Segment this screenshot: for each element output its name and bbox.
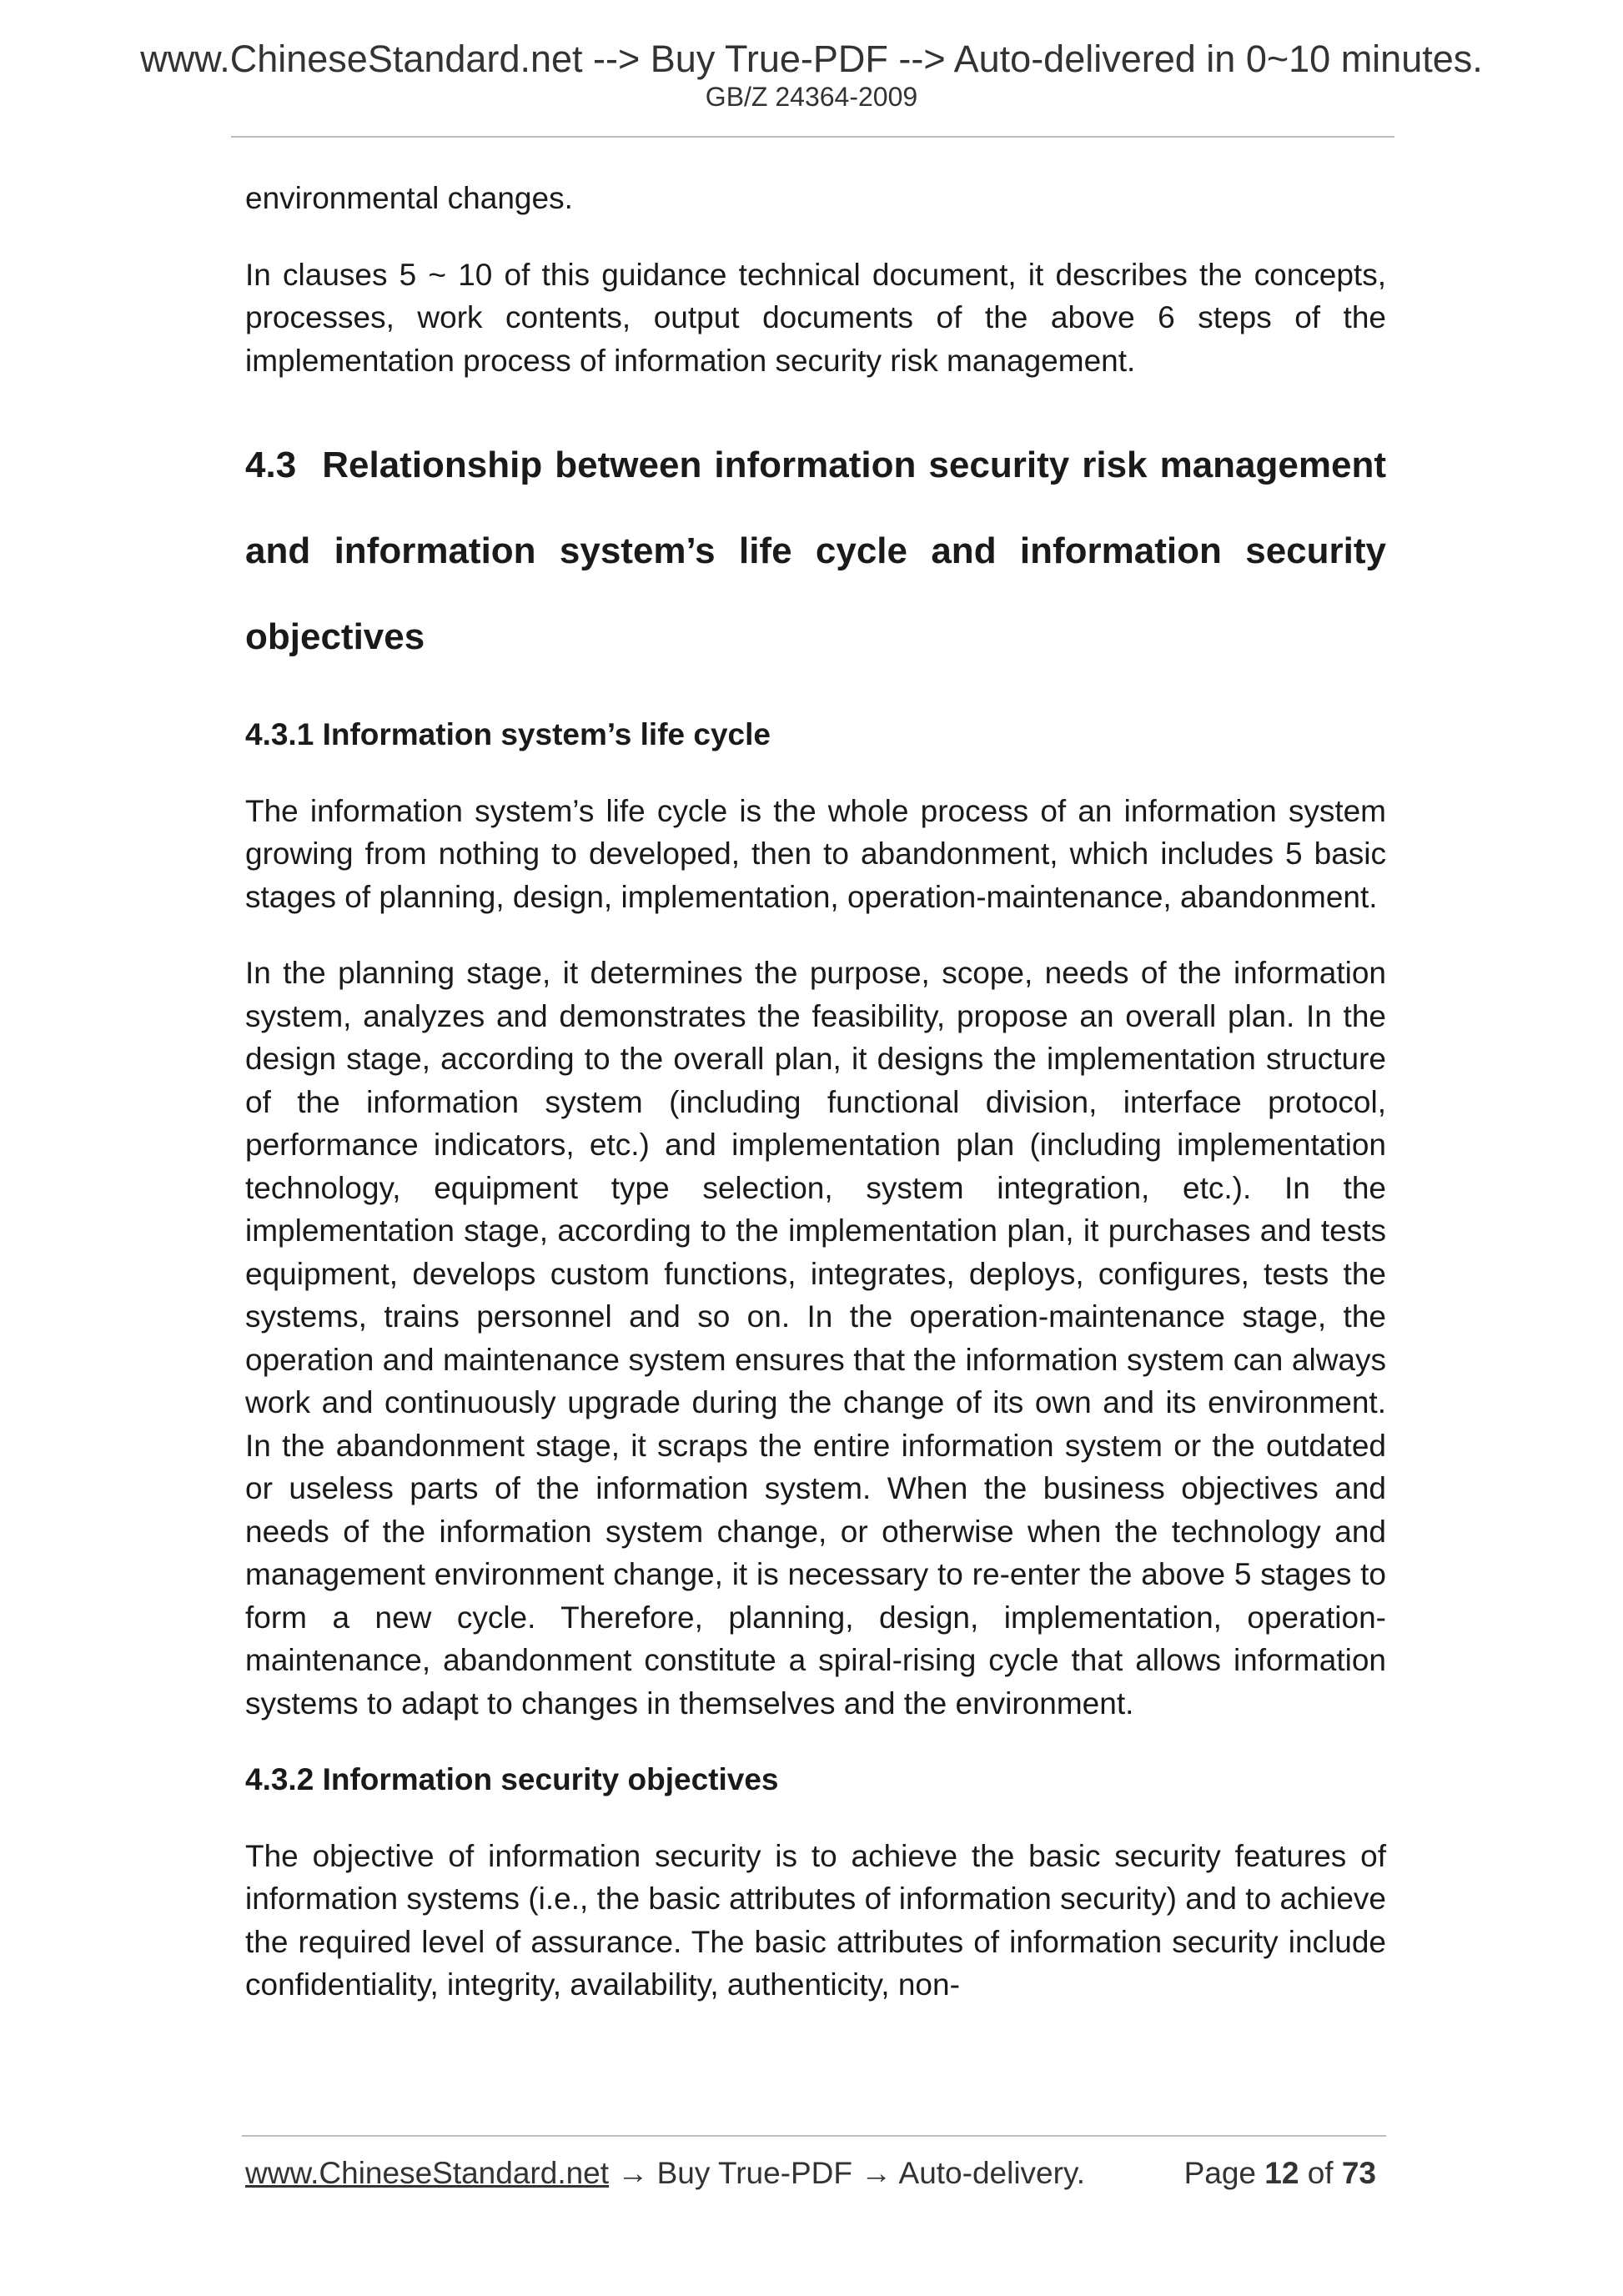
header-divider bbox=[231, 136, 1394, 138]
page-body bbox=[245, 177, 1386, 2040]
paragraph-lifecycle: The information system’s life cycle is the whole process of an information system growing from nothing to developed, then to abandonment, which includes 5 basic stages of planning, design, implementation, operation-maintenance, abandonment. bbox=[245, 793, 1386, 914]
site-banner: www.ChineseStandard.net --> Buy True-PDF --> Auto-delivered in 0~10 minutes. bbox=[140, 38, 1483, 80]
document-id: GB/Z 24364-2009 bbox=[705, 82, 918, 112]
footer-divider bbox=[242, 2135, 1386, 2137]
footer-tagline: → Buy True-PDF → Auto-delivery. bbox=[609, 2156, 1085, 2190]
page-indicator bbox=[1184, 2155, 1376, 2192]
section-heading-4-3 bbox=[245, 422, 1386, 680]
section-title: Relationship between information security risk management and information system’s life cycle and information security objectives bbox=[245, 445, 1386, 657]
of-word: of bbox=[1307, 2156, 1334, 2190]
subsection-heading-4-3-1: 4.3.1 Information system’s life cycle bbox=[245, 717, 771, 751]
paragraph-continuation: environmental changes. bbox=[245, 181, 573, 215]
paragraph-clauses: In clauses 5 ~ 10 of this guidance technical document, it describes the concepts, processes, work contents, output documents of the above 6 steps of the implementation process of information security risk management. bbox=[245, 257, 1386, 378]
paragraph-stages: In the planning stage, it determines the purpose, scope, needs of the information system, analyzes and demonstrates the feasibility, propose an overall plan. In the design stage, according to the overall plan, it designs the implementation structure of the information system (including functional division, interface protocol, performance indicators, etc.) and implementation plan (including implementation technology, equipment type selection, system integration, etc.). In the implementation stage, according to the implementation plan, it purchases and tests equipment, develops custom functions, integrates, deploys, configures, tests the systems, trains personnel and so on. In the operation-maintenance stage, the operation and maintenance system ensures that the information system can always work and continuously upgrade during the change of its own and its environment. In the abandonment stage, it scraps the entire information system or the outdated or useless parts of the information system. When the business objectives and needs of the information system change, or otherwise when the technology and management environment change, it is necessary to re-enter the above 5 stages to form a new cycle. Therefore, planning, design, implementation, operation-maintenance, abandonment constitute a spiral-rising cycle that allows information systems to adapt to changes in themselves and the environment. bbox=[245, 956, 1386, 1721]
page-footer bbox=[245, 2155, 1386, 2192]
subsection-heading-4-3-2: 4.3.2 Information security objectives bbox=[245, 1762, 779, 1796]
page-total: 73 bbox=[1341, 2156, 1376, 2190]
page-word: Page bbox=[1183, 2156, 1256, 2190]
footer-site-link[interactable]: www.ChineseStandard.net bbox=[245, 2156, 610, 2190]
paragraph-objectives: The objective of information security is to achieve the basic security features of information systems (i.e., the basic attributes of information security) and to achieve the required level of assurance. The basic attributes of information security include confidentiality, integrity, availability, authenticity, non- bbox=[245, 1838, 1386, 2002]
section-number: 4.3 bbox=[245, 445, 297, 485]
page-number: 12 bbox=[1264, 2156, 1299, 2190]
